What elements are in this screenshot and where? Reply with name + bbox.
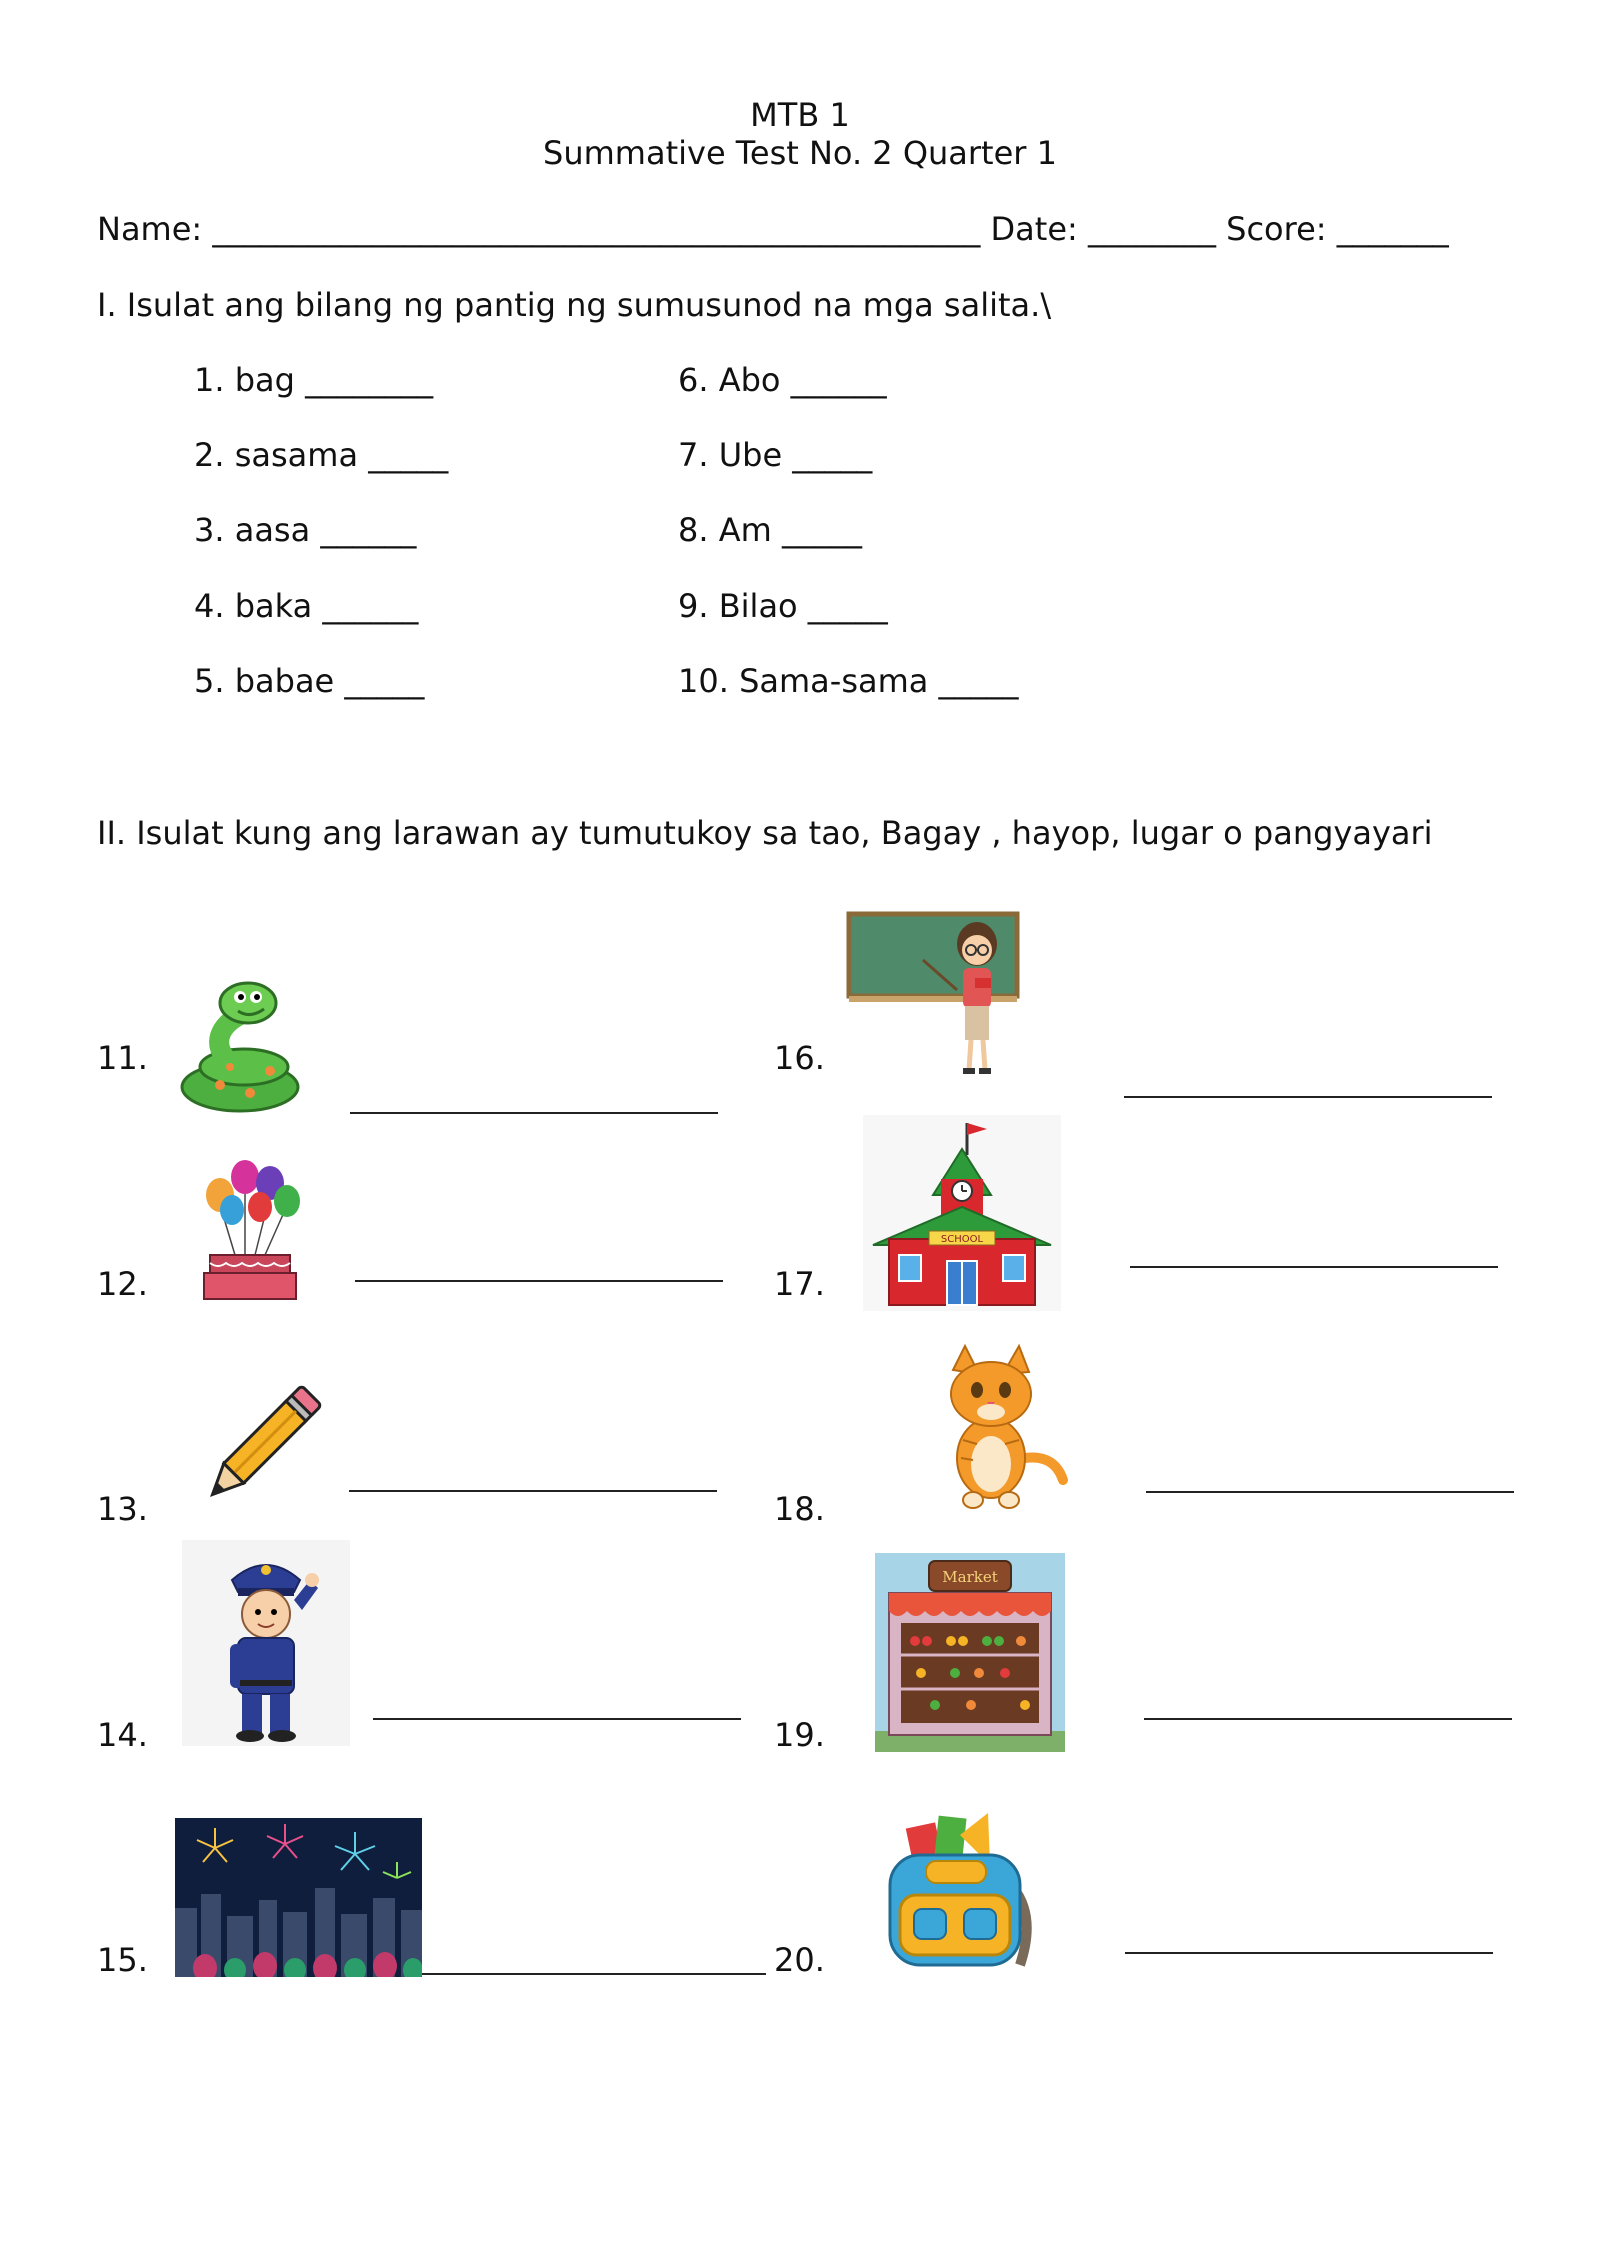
snake-picture — [170, 975, 308, 1117]
part1-instruction: I. Isulat ang bilang ng pantig ng sumusunod na mga salita.\ — [97, 286, 1052, 324]
item-number-14: 14. — [97, 1716, 148, 1754]
list-item: 1. bag ________ — [194, 361, 434, 399]
answer-line-14[interactable] — [373, 1718, 741, 1720]
answer-line-18[interactable] — [1146, 1491, 1514, 1493]
item-number-20: 20. — [774, 1941, 825, 1979]
answer-line-19[interactable] — [1144, 1718, 1512, 1720]
list-item: 5. babae _____ — [194, 662, 425, 700]
list-item: 6. Abo ______ — [678, 361, 887, 399]
market-sign-text: Market — [942, 1568, 998, 1586]
worksheet-title: MTB 1 — [750, 96, 850, 134]
answer-line-15[interactable] — [420, 1973, 766, 1975]
item-number-19: 19. — [774, 1716, 825, 1754]
list-item: 2. sasama _____ — [194, 436, 449, 474]
school-picture — [863, 1115, 1061, 1311]
list-item: 3. aasa ______ — [194, 511, 417, 549]
teacher-picture — [845, 910, 1023, 1078]
item-number-11: 11. — [97, 1039, 148, 1077]
item-number-13: 13. — [97, 1490, 148, 1528]
worksheet-subtitle: Summative Test No. 2 Quarter 1 — [543, 134, 1057, 172]
item-number-17: 17. — [774, 1265, 825, 1303]
list-item: 10. Sama-sama _____ — [678, 662, 1019, 700]
police-officer-picture — [182, 1540, 350, 1746]
answer-line-11[interactable] — [350, 1112, 718, 1114]
date-label: Date: — [990, 210, 1078, 248]
score-blank: _______ — [1336, 210, 1449, 248]
school-sign-text: SCHOOL — [940, 1234, 984, 1245]
answer-line-16[interactable] — [1124, 1096, 1492, 1098]
item-number-12: 12. — [97, 1265, 148, 1303]
list-item: 7. Ube _____ — [678, 436, 873, 474]
name-label: Name: — [97, 210, 203, 248]
answer-line-12[interactable] — [355, 1280, 723, 1282]
school-bag-picture — [870, 1805, 1053, 1980]
item-number-15: 15. — [97, 1941, 148, 1979]
score-label: Score: — [1226, 210, 1327, 248]
answer-line-13[interactable] — [349, 1490, 717, 1492]
answer-line-17[interactable] — [1130, 1266, 1498, 1268]
cat-picture — [903, 1340, 1079, 1515]
fireworks-picture — [175, 1818, 422, 1977]
item-number-16: 16. — [774, 1039, 825, 1077]
answer-line-20[interactable] — [1125, 1952, 1493, 1954]
market-picture — [875, 1553, 1065, 1752]
name-blank: ________________________________________________ — [212, 210, 981, 248]
list-item: 9. Bilao _____ — [678, 587, 888, 625]
list-item: 4. baka ______ — [194, 587, 419, 625]
item-number-18: 18. — [774, 1490, 825, 1528]
list-item: 8. Am _____ — [678, 511, 862, 549]
part2-instruction: II. Isulat kung ang larawan ay tumutukoy sa tao, Bagay , hayop, lugar o pangyayari — [97, 814, 1433, 852]
name-field — [97, 210, 1449, 248]
pencil-picture — [200, 1375, 325, 1515]
birthday-cake-picture — [190, 1155, 308, 1305]
date-blank: ________ — [1087, 210, 1216, 248]
